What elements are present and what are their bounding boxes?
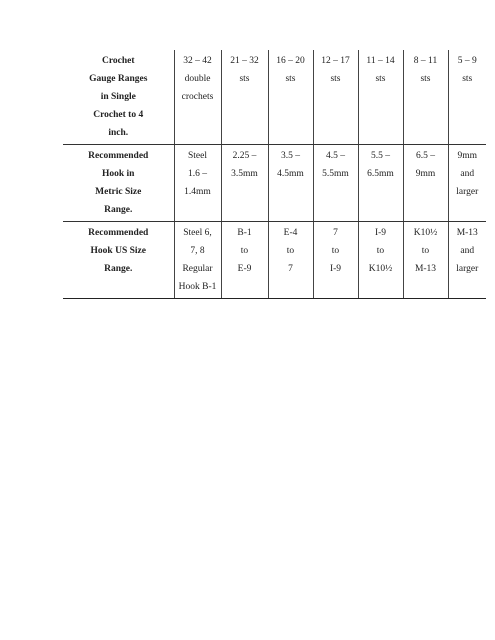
table-cell: 5.5 – 6.5mm (358, 145, 403, 222)
table-row-gauge-ranges (63, 50, 486, 145)
table-cell: 7 to I-9 (313, 222, 358, 299)
table-row-metric-hook (63, 145, 486, 222)
table-cell: M-13 and larger (448, 222, 486, 299)
table-cell: 5 – 9 sts (448, 50, 486, 145)
crochet-hook-size-table (63, 50, 486, 299)
table-cell: 21 – 32 sts (221, 50, 268, 145)
table-cell: 2.25 – 3.5mm (221, 145, 268, 222)
table-cell: 4.5 – 5.5mm (313, 145, 358, 222)
row-header-us: Recommended Hook US Size Range. (63, 222, 174, 299)
table-cell: 11 – 14 sts (358, 50, 403, 145)
table-cell: 8 – 11 sts (403, 50, 448, 145)
table-cell: K10½ to M-13 (403, 222, 448, 299)
table-cell: B-1 to E-9 (221, 222, 268, 299)
row-header-metric: Recommended Hook in Metric Size Range. (63, 145, 174, 222)
table-cell: Steel 6, 7, 8 Regular Hook B-1 (174, 222, 221, 299)
row-header-gauge: Crochet Gauge Ranges in Single Crochet to 4 inch. (63, 50, 174, 145)
table-cell: 9mm and larger (448, 145, 486, 222)
table-cell: E-4 to 7 (268, 222, 313, 299)
table-cell: 3.5 – 4.5mm (268, 145, 313, 222)
table-cell: 32 – 42 double crochets (174, 50, 221, 145)
table-cell: 12 – 17 sts (313, 50, 358, 145)
table-cell: I-9 to K10½ (358, 222, 403, 299)
table-row-us-hook (63, 222, 486, 299)
table-cell: 6.5 – 9mm (403, 145, 448, 222)
table-cell: Steel 1.6 – 1.4mm (174, 145, 221, 222)
table-cell: 16 – 20 sts (268, 50, 313, 145)
